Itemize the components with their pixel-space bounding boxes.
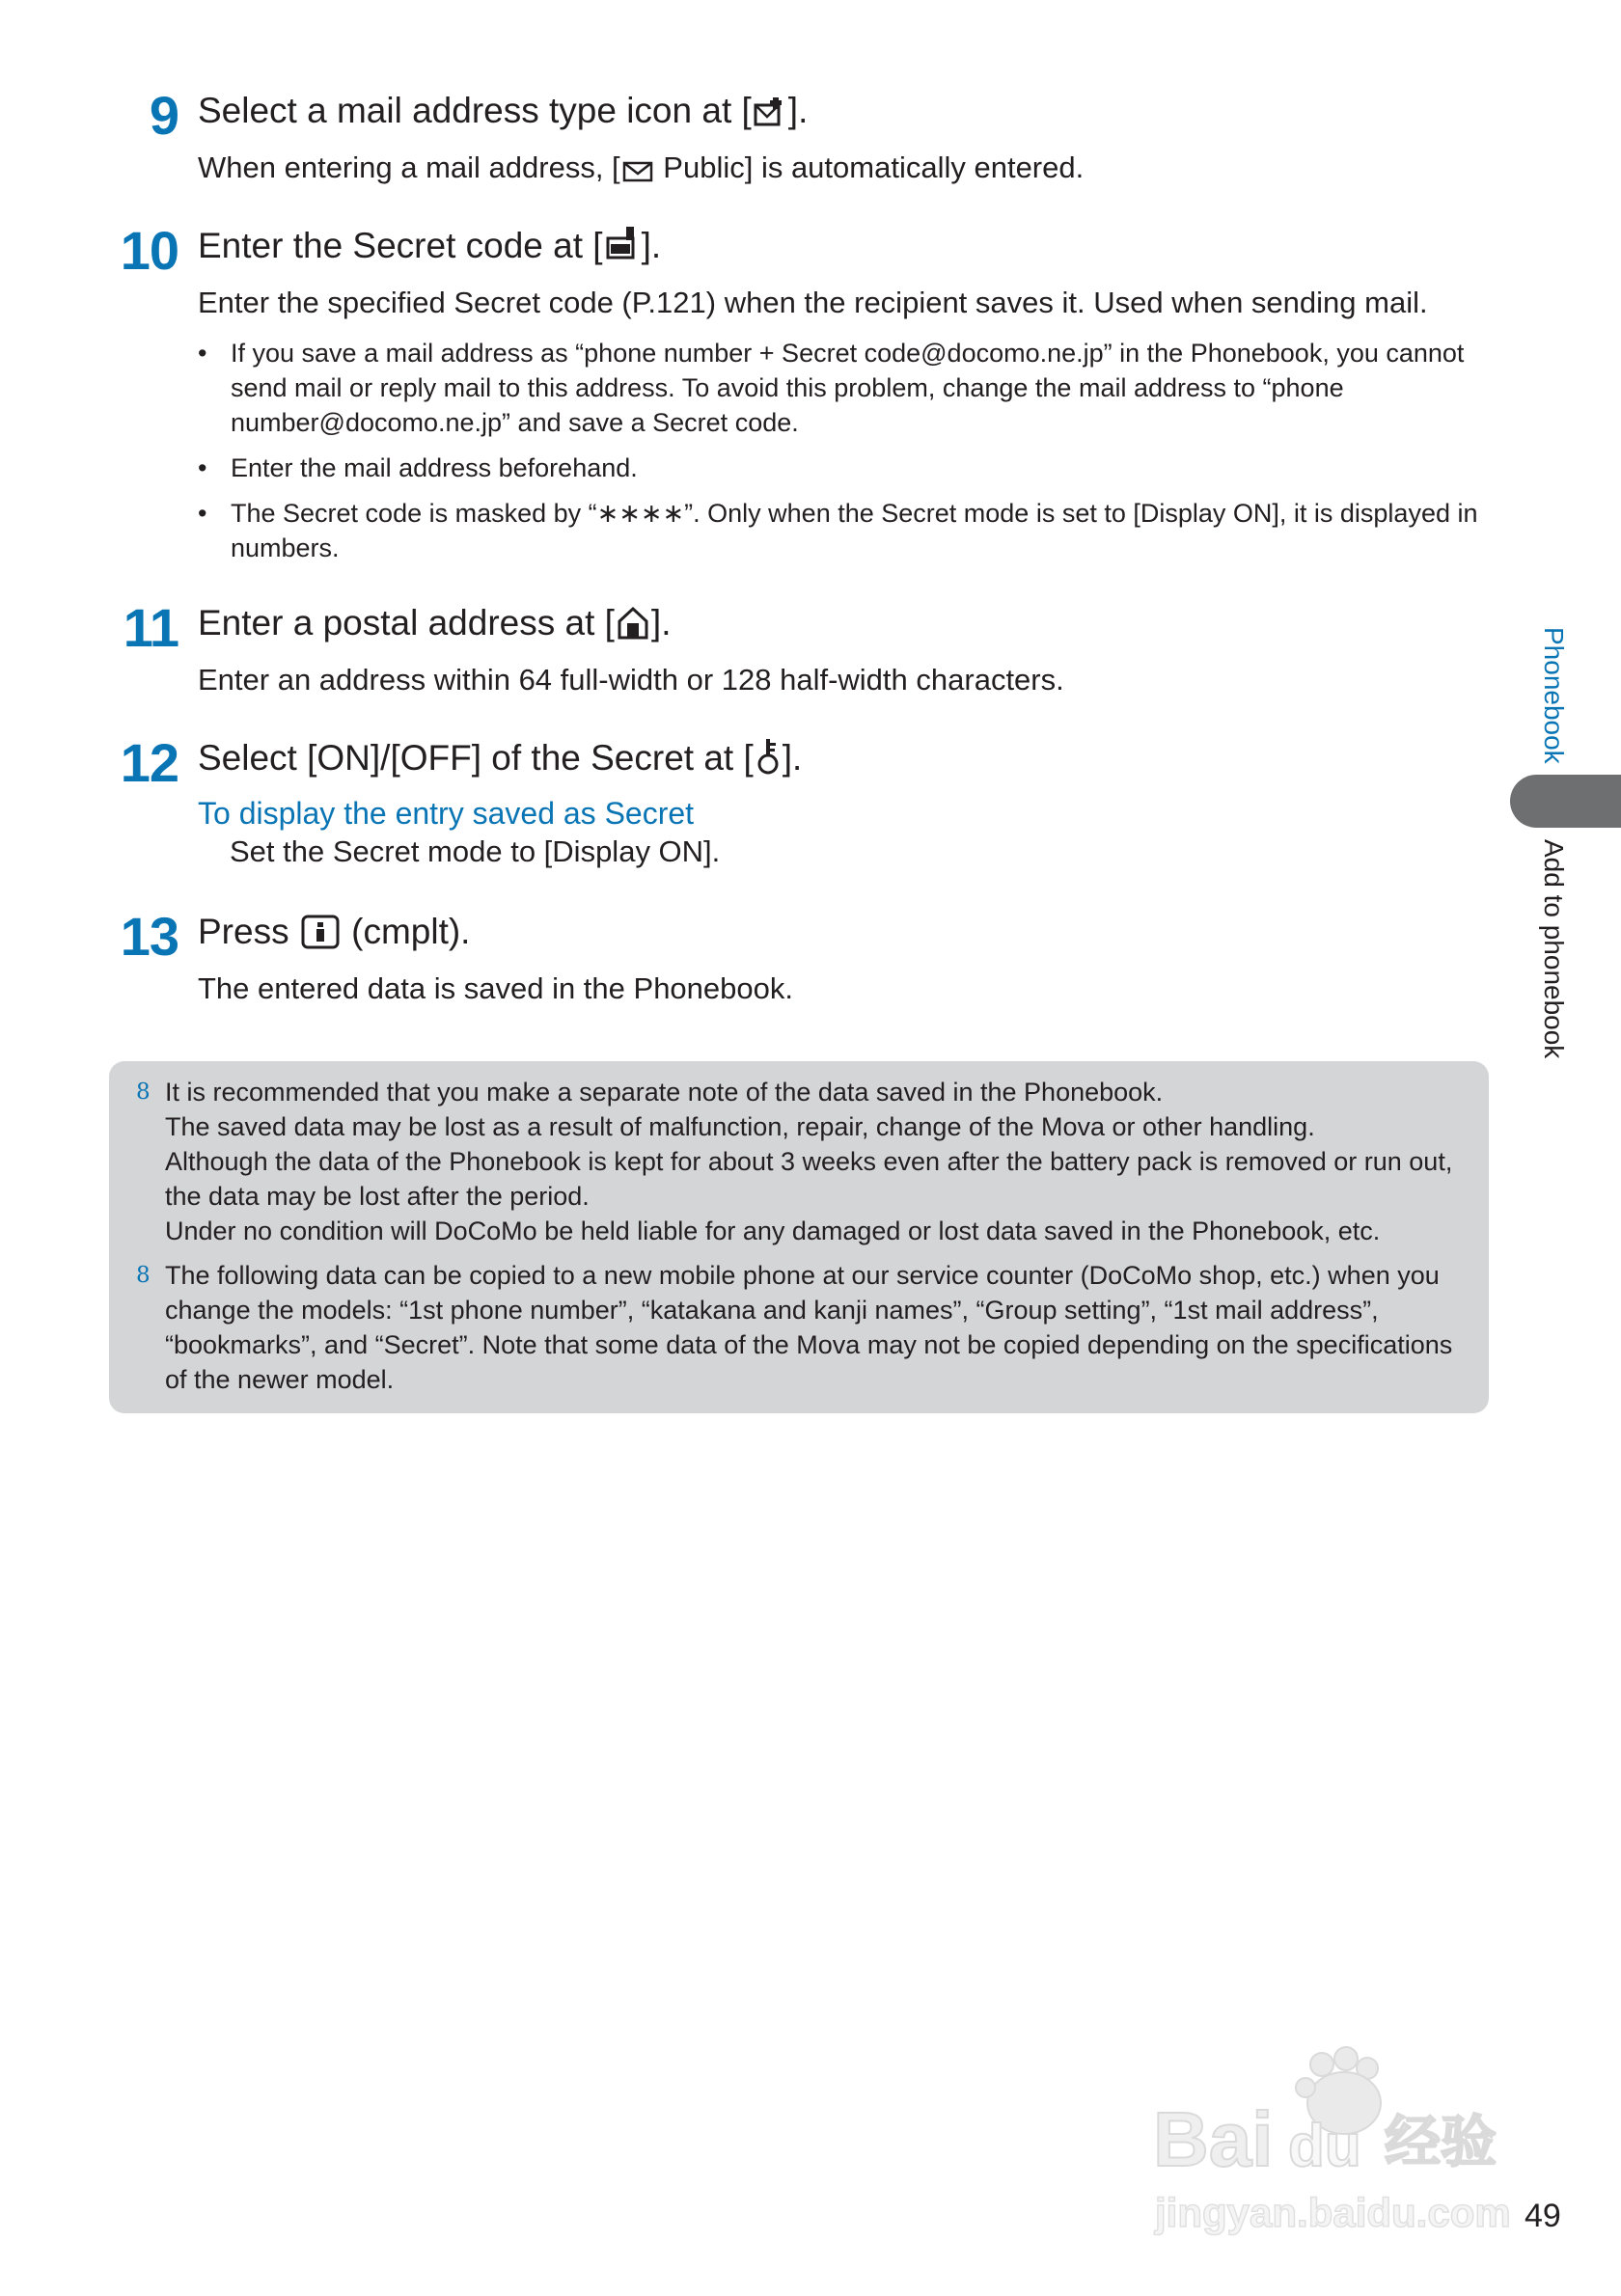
step-description: The entered data is saved in the Phonebook. <box>198 971 793 1005</box>
note-marker: 8 <box>136 1263 151 1288</box>
side-section-label: Phonebook <box>1539 627 1569 764</box>
step-description: Enter the specified Secret code (P.121) when the recipient saves it. Used when sending mail. <box>198 286 1428 319</box>
step-description: Enter an address within 64 full-width or 128 half-width characters. <box>198 663 1064 697</box>
bullet-list <box>198 336 1496 576</box>
step-title: Press (cmplt). <box>198 910 470 960</box>
subheading-text: Set the Secret mode to [Display ON]. <box>230 834 721 868</box>
list-item: • The Secret code is masked by “∗∗∗∗”. Only when the Secret mode is set to [Display ON], it is displayed in numbers. <box>198 499 1478 562</box>
note-marker: 8 <box>136 1080 151 1105</box>
step-number: 10 <box>120 220 179 281</box>
svg-text:du: du <box>1288 2113 1361 2179</box>
step-13 <box>106 906 1496 1016</box>
step-number: 11 <box>123 597 179 658</box>
envelope-icon <box>622 154 653 193</box>
step-10 <box>106 220 1496 571</box>
step-title: Select a mail address type icon at [ ]. <box>198 89 808 139</box>
svg-text:jingyan.baidu.com: jingyan.baidu.com <box>1155 2190 1511 2235</box>
note-item: 8 The following data can be copied to a new mobile phone at our service counter (DoCoMo shop, etc.) when you change the models: “1st phone number”, “katakana and kanji names”, “Group setting”, “1st mail address”, “bookmarks”, and “Secret”. Note that some data of the Mova may not be copied depending on the specifications of the newer model. <box>136 1258 1466 1397</box>
secret-code-icon <box>605 225 640 274</box>
list-item: • If you save a mail address as “phone number + Secret code@docomo.ne.jp” in the Phonebook, you cannot send mail or reply mail to this address. To avoid this problem, change the mail address to “phone number@docomo.ne.jp” and save a Secret code. <box>198 339 1465 437</box>
step-9 <box>106 85 1496 195</box>
step-title: Enter the Secret code at [ ]. <box>198 224 661 274</box>
step-12 <box>106 732 1496 881</box>
step-number: 13 <box>120 906 179 967</box>
mail-type-icon <box>754 95 786 139</box>
step-title: Enter a postal address at [ ]. <box>198 601 671 651</box>
step-title: Select [ON]/[OFF] of the Secret at [ ]. <box>198 736 802 786</box>
svg-text:经验: 经验 <box>1385 2109 1497 2174</box>
svg-text:Bai: Bai <box>1153 2096 1274 2182</box>
step-number: 12 <box>120 732 179 793</box>
step-number: 9 <box>149 85 179 146</box>
subheading: To display the entry saved as Secret <box>198 796 695 831</box>
note-item: 8 It is recommended that you make a separate note of the data saved in the Phonebook. The saved data may be lost as a result of malfunction, repair, change of the Mova or other handling. Although the data of the Phonebook is kept for about 3 weeks even after the battery pack is removed or run out, the data may be lost after the period. Under no condition will DoCoMo be held liable for any damaged or lost data saved in the Phonebook, etc. <box>136 1075 1466 1248</box>
list-item: • Enter the mail address beforehand. <box>198 453 638 482</box>
step-11 <box>106 597 1496 707</box>
baidu-logo-icon <box>1143 2045 1529 2238</box>
postal-address-icon <box>617 606 649 651</box>
notes-box <box>109 1061 1489 1413</box>
step-description: When entering a mail address, [ Public] is automatically entered. <box>198 149 1084 193</box>
baidu-watermark <box>1143 2045 1529 2238</box>
side-subsection-label: Add to phonebook <box>1539 839 1569 1059</box>
page-number: 49 <box>1525 2198 1561 2234</box>
secret-key-icon <box>756 737 781 786</box>
i-key-icon <box>301 915 340 960</box>
side-tab-marker <box>1510 775 1621 828</box>
